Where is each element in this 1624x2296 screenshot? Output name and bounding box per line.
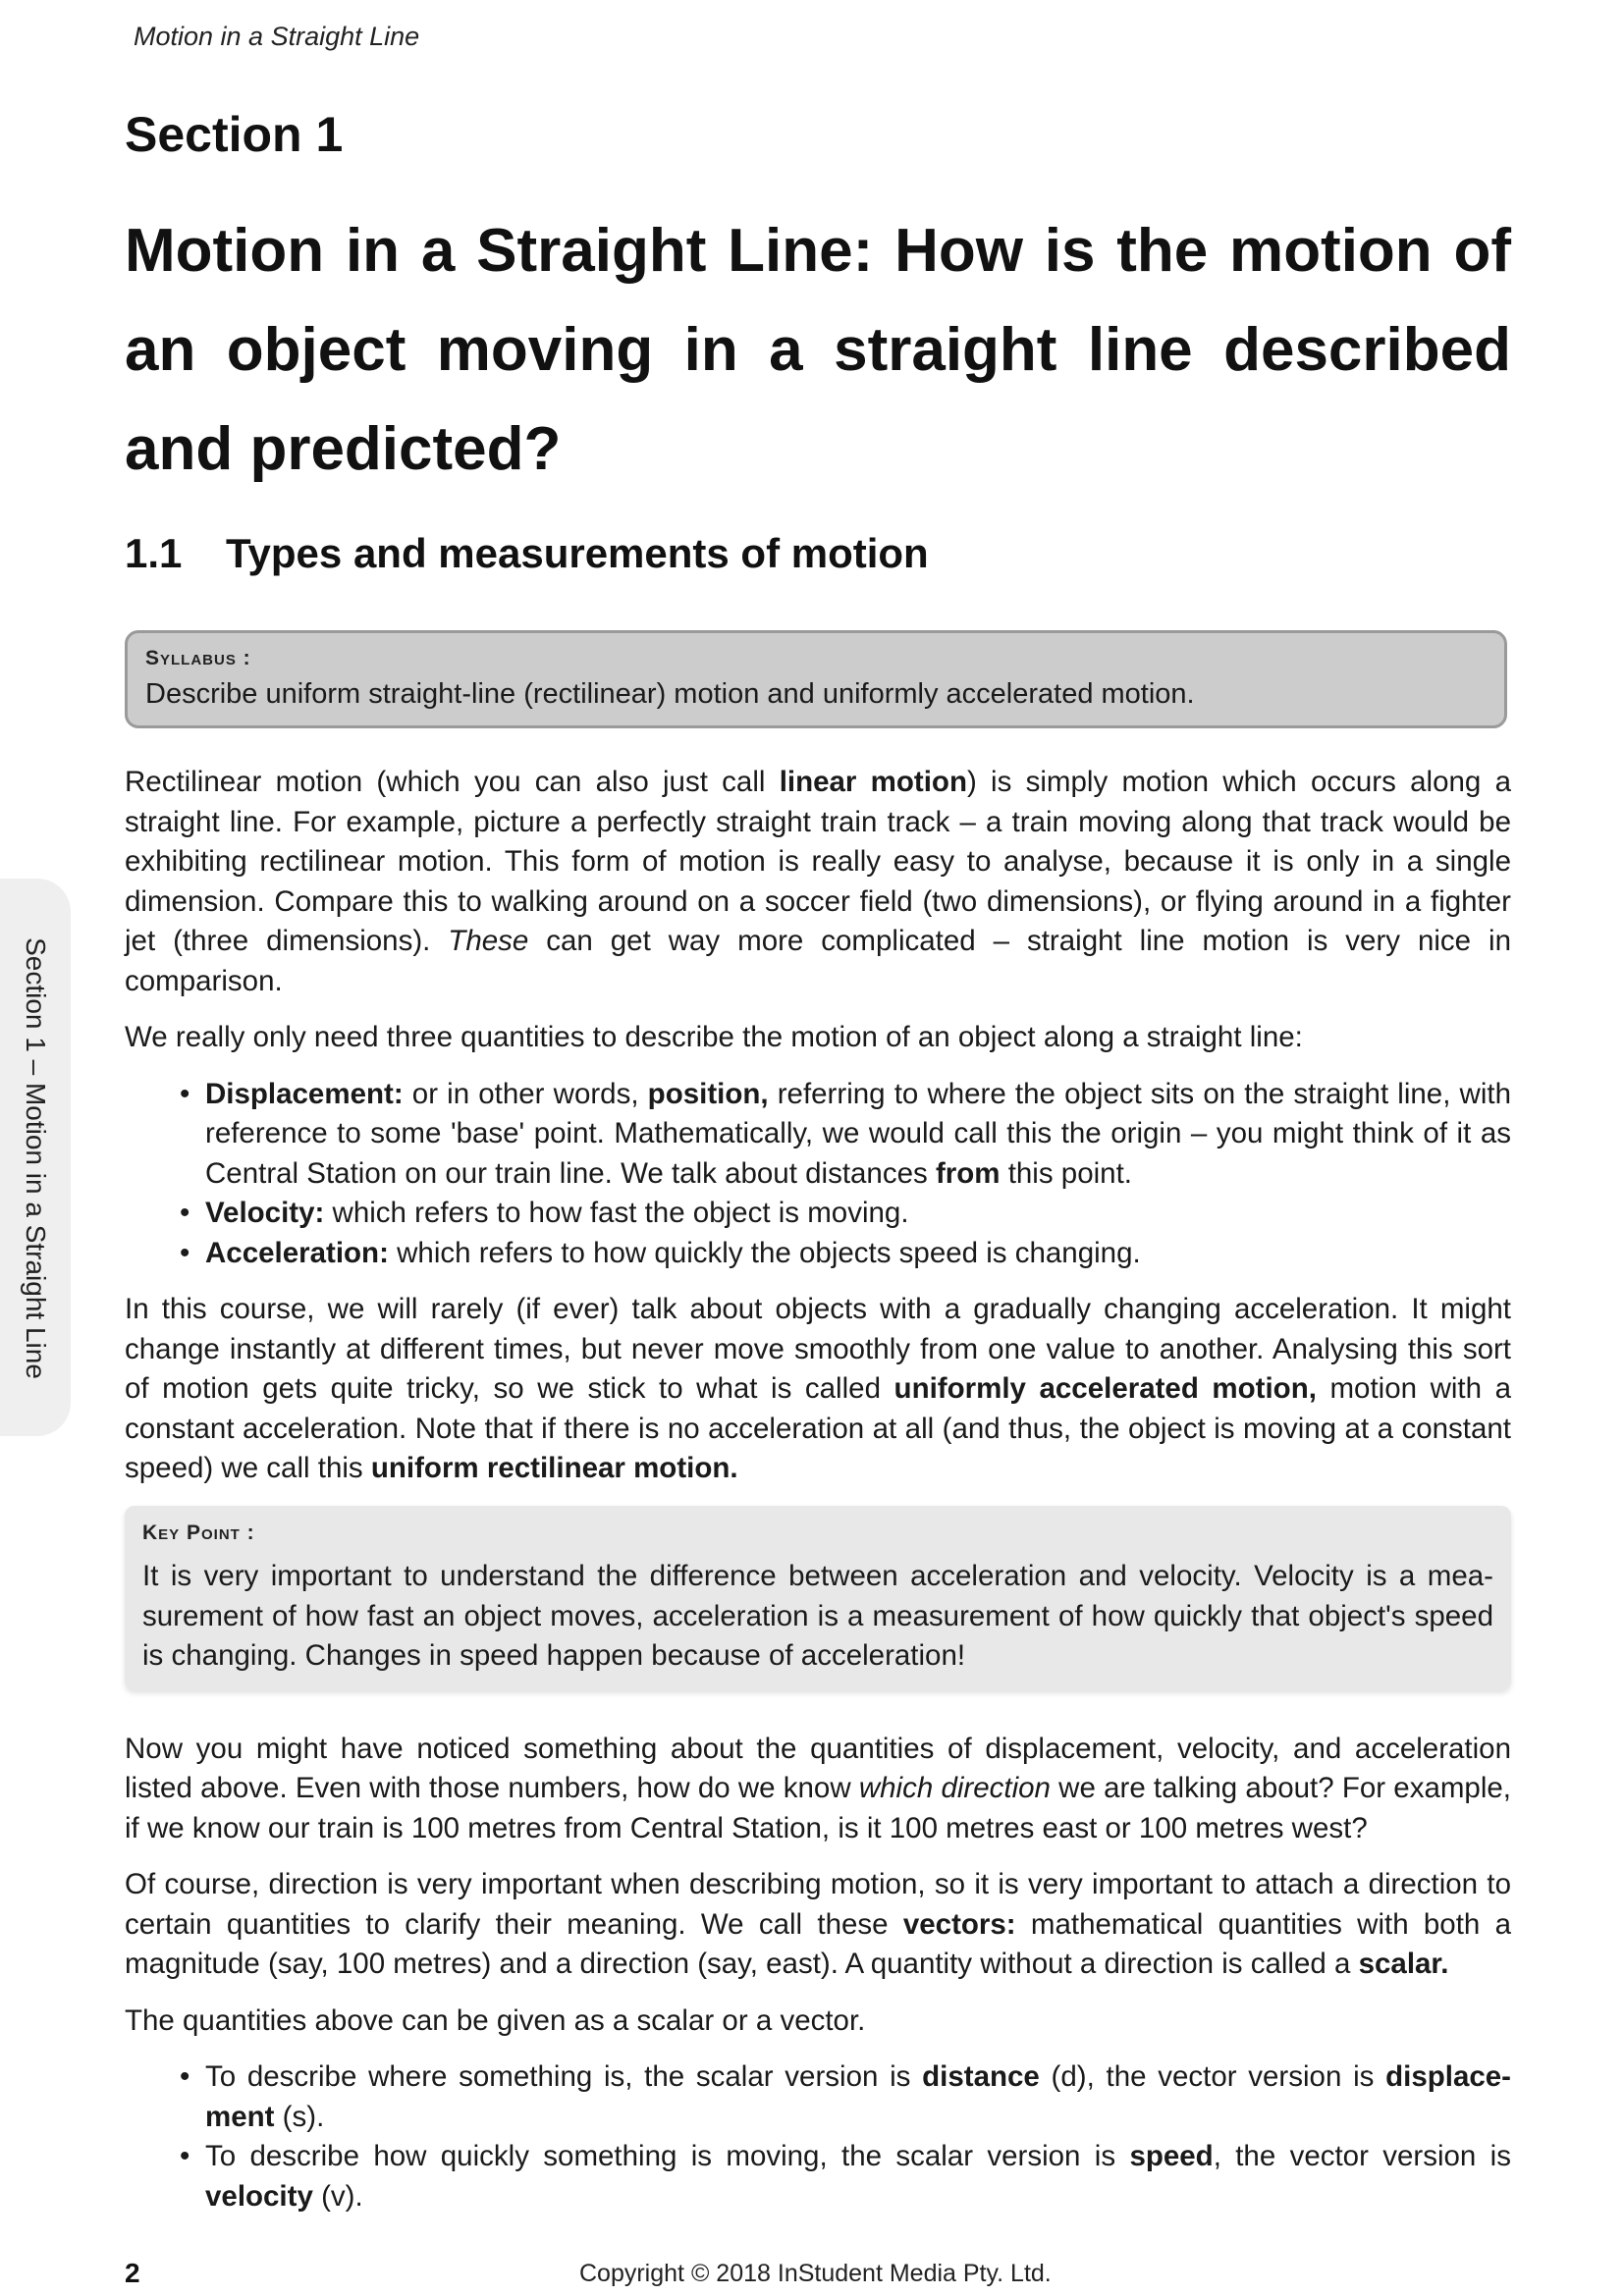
text-run: In this course, we will rarely (if ever) talk about objects with a gradually changing acceleration. It might change instantly at different times, but never move smoothly from one value to another. Analysing this sort of motion gets quite tricky, so we stick to what is called xyxy=(125,1293,1511,1405)
syllabus-heading: Syllabus : xyxy=(145,647,251,669)
running-head: Motion in a Straight Line xyxy=(134,22,420,51)
subsection-title: Types and measurements of motion xyxy=(226,530,929,576)
term-displacement-vector: displacement xyxy=(205,2060,1511,2133)
term-uniform-rectilinear-motion: uniform rectilinear motion. xyxy=(370,1452,738,1484)
text-run: can get way more complicated – straight line motion is very nice in comparison. xyxy=(125,925,1511,997)
text-run: Of course, direction is very important when describing motion, so it is very important to attach a direction to certain quantities to clarify their meaning. We call these xyxy=(125,1868,1511,1941)
text-run: (v). xyxy=(312,2179,363,2213)
text-run: (d), the vector version is xyxy=(1039,2060,1386,2093)
scalar-vector-list xyxy=(125,2057,1511,2216)
list-item-displacement xyxy=(205,1075,1511,1195)
text-run: ) is simply motion which occurs along a straight line. For example, picture a perfectly straight train track – a train moving along that track would be exhibiting rectilinear motion. This form of motion is really easy to analyse, because it is only in a single dimension. Compare this to walking around on a soccer field (two dimensions), or flying around in a fighter jet (three dimensions). xyxy=(125,766,1511,957)
term-velocity: Velocity: xyxy=(205,1197,325,1229)
term-uniformly-accelerated-motion: uniformly accelerated motion, xyxy=(893,1372,1317,1405)
emphasis-from: from xyxy=(935,1156,1001,1190)
syllabus-text: Describe uniform straight-line (rectilinear) motion and uniformly accelerated motion. xyxy=(145,678,1195,710)
term-position: position, xyxy=(647,1077,769,1110)
copyright-notice: Copyright © 2018 InStudent Media Pty. Ltd. xyxy=(579,2260,1052,2287)
text-run: which refers to how quickly the objects speed is changing. xyxy=(388,1236,1141,1269)
section-side-tab-label: Section 1 – Motion in a Straight Line xyxy=(21,937,51,1379)
page-number: 2 xyxy=(125,2258,140,2288)
text-run: or in other words, xyxy=(403,1077,648,1110)
subsection-heading xyxy=(125,530,929,577)
text-run: Now you might have noticed something about the quantities of displacement, velocity, and acceleration listed above. Even with those numbers, how do we know xyxy=(125,1732,1511,1804)
emphasis-which-direction: which direction xyxy=(858,1772,1051,1804)
subsection-number: 1.1 xyxy=(125,530,183,576)
emphasis-these: These xyxy=(448,925,529,957)
list-item-acceleration xyxy=(205,1234,1511,1274)
paragraph-rectilinear xyxy=(125,763,1511,1001)
key-point-box xyxy=(125,1506,1511,1690)
text-run: which refers to how fast the object is moving. xyxy=(324,1197,909,1229)
term-acceleration: Acceleration: xyxy=(205,1236,389,1269)
paragraph-uniform-acceleration xyxy=(125,1290,1511,1489)
text-run: To describe how quickly something is moving, the scalar version is xyxy=(205,2140,1130,2172)
chapter-title: Motion in a Straight Line: How is the motion of an object moving in a straight line described and predicted? xyxy=(125,217,1511,483)
term-velocity-vector: velocity xyxy=(205,2179,313,2213)
paragraph-direction-question xyxy=(125,1730,1511,1849)
term-distance: distance xyxy=(922,2060,1040,2093)
list-item-speed-velocity xyxy=(205,2137,1511,2216)
term-vectors: vectors: xyxy=(902,1907,1016,1941)
key-point-heading: Key Point : xyxy=(142,1521,255,1544)
paragraph-scalar-or-vector: The quantities above can be given as a scalar or a vector. xyxy=(125,2003,866,2037)
text-run: motion with a constant acceleration. Note that if there is no acceleration at all (and thus, the object is moving at a constant speed) we call this xyxy=(125,1372,1511,1484)
main-content xyxy=(125,763,1511,2233)
text-run: , the vector version is xyxy=(1213,2140,1511,2172)
text-run: referring to where the object sits on the straight line, with reference to some 'base' point. Mathematically, we would call this the origin – you might think of it as Central Station on our train line. We talk about distances xyxy=(205,1077,1512,1190)
text-run: To describe where something is, the scalar version is xyxy=(205,2060,923,2093)
term-scalar: scalar. xyxy=(1358,1948,1449,1980)
key-point-text: It is very important to understand the difference between acceleration and velocity. Velocity is a measurement of how fast an object moves, acceleration is a measurement of how quickly that object's speed is changing. Changes in speed happen because of acceleration! xyxy=(142,1560,1493,1672)
paragraph-vectors xyxy=(125,1865,1511,1985)
term-linear-motion: linear motion xyxy=(779,766,967,798)
syllabus-box xyxy=(125,630,1507,728)
text-run: this point. xyxy=(1000,1156,1132,1190)
term-speed: speed xyxy=(1129,2140,1214,2172)
text-run: mathematical quantities with both a magnitude (say, 100 metres) and a direction (say, east). A quantity without a direction is called a xyxy=(125,1907,1511,1980)
section-label: Section 1 xyxy=(125,107,344,162)
list-item-velocity xyxy=(205,1194,1511,1234)
text-run: we are talking about? For example, if we know our train is 100 metres from Central Station, is it 100 metres east or 100 metres west? xyxy=(125,1772,1511,1844)
paragraph-three-quantities: We really only need three quantities to describe the motion of an object along a straight line: xyxy=(125,1021,1303,1053)
list-item-distance-displacement xyxy=(205,2057,1511,2137)
quantities-list xyxy=(125,1075,1511,1274)
text-run: (s). xyxy=(274,2100,325,2133)
term-displacement: Displacement: xyxy=(205,1077,404,1110)
text-run: Rectilinear motion (which you can also just call xyxy=(125,766,780,798)
